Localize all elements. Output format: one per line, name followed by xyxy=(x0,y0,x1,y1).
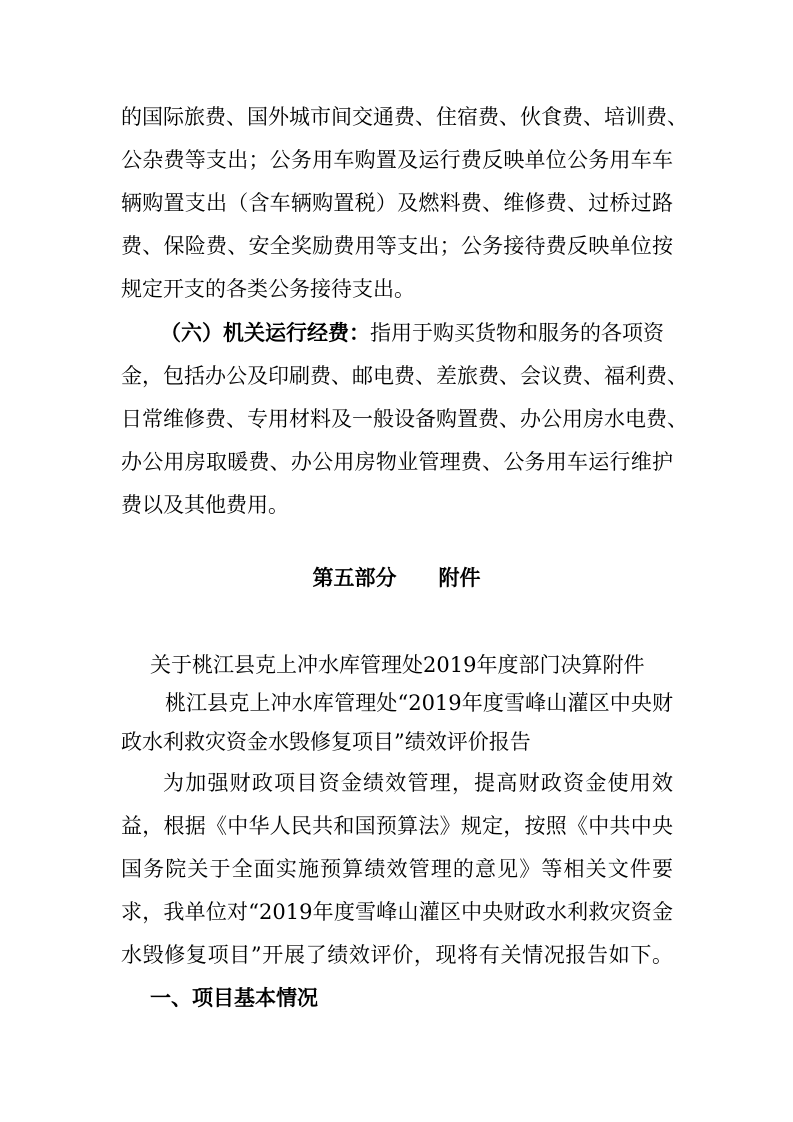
paragraph-line: 国务院关于全面实施预算绩效管理的意见》等相关文件要 xyxy=(121,857,673,881)
paragraph-line: 的国际旅费、国外城市间交通费、住宿费、伙食费、培训费、 xyxy=(121,105,688,129)
attachment-title: 关于桃江县克上冲水库管理处2019年度部门决算附件 xyxy=(150,653,645,677)
paragraph-line: 求，我单位对“2019年度雪峰山灌区中央财政水利救灾资金 xyxy=(121,900,673,924)
paragraph-line: 水毁修复项目”开展了绩效评价，现将有关情况报告如下。 xyxy=(121,943,673,967)
paragraph-line: 规定开支的各类公务接待支出。 xyxy=(121,277,415,301)
part-title: 第五部分 附件 xyxy=(312,565,481,590)
section-heading-basic-info: 一、项目基本情况 xyxy=(150,986,318,1010)
paragraph-line: 为加强财政项目资金绩效管理，提高财政资金使用效 xyxy=(163,771,673,795)
paragraph-line: 费、保险费、安全奖励费用等支出；公务接待费反映单位按 xyxy=(121,234,673,258)
section-heading: （六）机关运行经费： xyxy=(160,320,370,345)
paragraph-text: 指用于购买货物和服务的各项资 xyxy=(370,321,664,345)
paragraph-line: 辆购置支出（含车辆购置税）及燃料费、维修费、过桥过路 xyxy=(121,191,673,215)
paragraph-line: 金，包括办公及印刷费、邮电费、差旅费、会议费、福利费、 xyxy=(121,364,688,388)
paragraph-line: 费以及其他费用。 xyxy=(121,493,289,517)
paragraph-line: 公杂费等支出；公务用车购置及运行费反映单位公务用车车 xyxy=(121,148,673,172)
report-subtitle-cont: 政水利救灾资金水毁修复项目”绩效评价报告 xyxy=(121,730,531,754)
paragraph-line: 益，根据《中华人民共和国预算法》规定，按照《中共中央 xyxy=(121,814,673,838)
report-subtitle: 桃江县克上冲水库管理处“2019年度雪峰山灌区中央财 xyxy=(165,691,673,715)
paragraph-line: 办公用房取暖费、办公用房物业管理费、公务用车运行维护 xyxy=(121,450,673,474)
paragraph-first-line xyxy=(160,318,673,348)
paragraph-line: 日常维修费、专用材料及一般设备购置费、办公用房水电费、 xyxy=(121,407,688,431)
